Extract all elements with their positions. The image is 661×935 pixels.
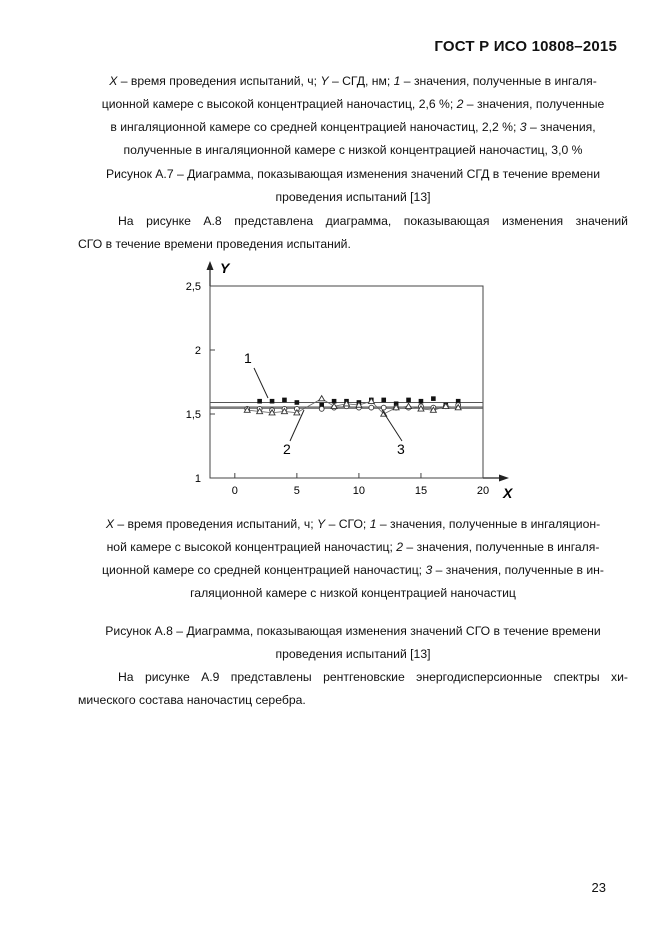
legend-line: ционной камере с высокой концентрацией наночастиц, 2,6 %; 2 – значения, полученные [101,97,605,111]
caption-line: проведения испытаний [13] [275,190,431,204]
legend-line: в ингаляционной камере со средней концентрацией наночастиц, 2,2 %; 3 – значения, [110,120,596,134]
point-series-1 [419,399,424,404]
paragraph-line: На рисунке А.8 представлена диаграмма, показывающая изменения значений [118,214,628,228]
x-tick-label: 15 [414,485,428,497]
caption-line: Рисунок А.7 – Диаграмма, показывающая изменения значений СГД в течение времени [105,167,601,181]
point-series-1 [282,398,287,403]
point-series-1 [431,396,436,401]
point-series-1 [295,400,300,405]
series-label: 3 [397,441,405,457]
figure-a8-legend [78,513,628,605]
y-axis-arrow [207,261,214,270]
series-label: 2 [283,441,291,457]
point-series-2 [369,405,374,410]
document-header: ГОСТ Р ИСО 10808–2015 [434,38,617,55]
paragraph-line: На рисунке А.9 представлены рентгеновские энергодисперсионные спектры хи- [118,670,628,684]
paragraph-line: СГО в течение времени проведения испытаний. [78,237,351,251]
legend-line: ционной камере со средней концентрацией наночастиц; 3 – значения, полученные в ин- [102,563,604,577]
y-tick-label: 2,5 [185,281,201,293]
figure-a8-chart [170,258,513,508]
chart-labels [244,350,405,457]
y-tick-label: 2 [194,345,201,357]
legend-line: X – время проведения испытаний, ч; Y – СГО; 1 – значения, полученные в ингаляцион- [105,517,601,531]
series-3-line [247,399,458,414]
point-series-1 [406,398,411,403]
y-axis-title: Y [220,260,230,276]
paragraph-line: мического состава наночастиц серебра. [78,693,306,707]
series-label-leader [382,410,402,441]
point-series-1 [381,398,386,403]
paragraph-a8-intro [78,210,628,256]
plot-frame [210,286,483,478]
x-tick-label: 5 [293,485,300,497]
caption-line: проведения испытаний [13] [275,647,431,661]
point-series-2 [381,405,386,410]
caption-line: Рисунок А.8 – Диаграмма, показывающая изменения значений СГО в течение времени [105,624,601,638]
figure-a7-caption [78,163,628,209]
point-series-3 [319,396,325,401]
point-series-2 [319,406,324,411]
series-label: 1 [244,350,252,366]
figure-a7-legend [78,70,628,162]
legend-line: галяционной камере с низкой концентрацией наночастиц [190,586,516,600]
figure-a8-caption [78,620,628,666]
point-series-1 [270,399,275,404]
x-axis-title: X [503,485,513,501]
x-axis-arrow [499,475,509,482]
y-tick-label: 1 [194,473,201,485]
page-number: 23 [591,880,606,895]
x-tick-label: 0 [231,485,238,497]
point-series-1 [257,399,262,404]
legend-line: ной камере с высокой концентрацией наночастиц; 2 – значения, полученные в ингаля- [106,540,600,554]
chart-points [244,396,461,417]
paragraph-a9-intro [78,666,628,712]
series-label-leader [254,368,268,398]
x-tick-label: 10 [352,485,366,497]
chart-axes [186,260,514,501]
x-tick-label: 20 [476,485,490,497]
y-tick-label: 1,5 [185,409,201,421]
legend-line: полученные в ингаляционной камере с низкой концентрацией наночастиц, 3,0 % [123,143,583,157]
legend-line: X – время проведения испытаний, ч; Y – СГД, нм; 1 – значения, полученные в ингаля- [109,74,597,88]
